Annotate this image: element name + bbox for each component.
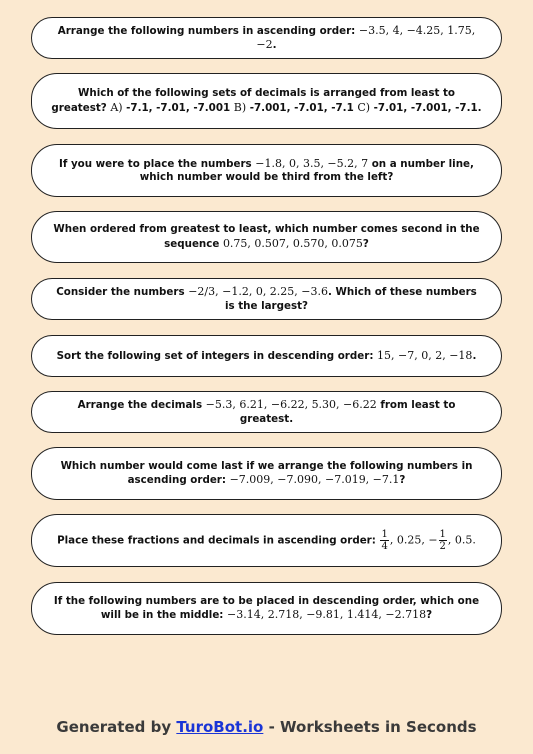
question-text: Which of the following sets of decimals is arranged from least to greatest? (51, 87, 455, 114)
question-text: Which number would come last if we arrange the following numbers in ascending order: (60, 459, 473, 486)
question-9 (31, 514, 502, 567)
question-10 (31, 582, 502, 635)
question-2 (31, 73, 502, 129)
math-expression: −3.5, 4, −4.25, 1.75, −2 (256, 23, 476, 51)
question-1 (31, 17, 502, 59)
question-8 (31, 447, 502, 500)
math-expression: −2/3, −1.2, 0, 2.25, −3.6 (188, 285, 329, 299)
fraction-numerator: 1 (381, 529, 388, 540)
math-expression: −5.3, 6.21, −6.22, 5.30, −6.22 (205, 398, 377, 412)
turobot-link[interactable]: TuroBot.io (176, 718, 264, 736)
math-expression: 0.75, 0.507, 0.570, 0.075 (222, 236, 363, 250)
option-text-b: -7.001, -7.01, -7.1 (246, 101, 358, 114)
math-expression: 15, −7, 0, 2, −18 (377, 348, 473, 362)
question-6 (31, 335, 502, 377)
fraction-one-quarter (380, 529, 388, 552)
question-text: Arrange the following numbers in ascending order: (57, 24, 359, 37)
option-label-a: A) (110, 100, 123, 114)
question-text: . (272, 39, 277, 51)
question-text: If the following numbers are to be placed in descending order, which one will be in the middle: (53, 594, 480, 621)
math-expression: −1.8, 0, 3.5, −5.2, 7 (255, 156, 369, 170)
question-text: If you were to place the numbers (59, 157, 256, 170)
question-text: . Which of these numbers is the largest? (225, 286, 477, 312)
question-text: Sort the following set of integers in descending order: (56, 349, 378, 362)
question-text: When ordered from greatest to least, which number comes second in the sequence (53, 223, 480, 250)
option-label-c: C) (357, 100, 371, 114)
question-text: Consider the numbers (56, 286, 189, 299)
question-text: . (472, 349, 477, 362)
math-expression: −3.14, 2.718, −9.81, 1.414, −2.718 (227, 608, 427, 621)
question-5 (31, 278, 502, 320)
fraction-denominator: 4 (381, 541, 388, 552)
footer-prefix: Generated by (56, 718, 177, 736)
question-text: from least to greatest. (239, 399, 456, 425)
option-text-c: -7.01, -7.001, -7.1. (370, 101, 482, 114)
question-text: ? (426, 609, 433, 621)
math-expression: , 0.5. (447, 533, 476, 547)
question-text: ? (399, 474, 406, 486)
question-text: on a number line, which number would be third from the left? (139, 157, 474, 183)
fraction-numerator: 1 (439, 529, 446, 540)
math-expression: , 0.25, − (389, 533, 438, 547)
fraction-denominator: 2 (439, 541, 446, 552)
option-text-a: -7.1, -7.01, -7.001 (122, 101, 234, 114)
question-7 (31, 391, 502, 433)
option-label-b: B) (233, 100, 247, 114)
footer-suffix: - Worksheets in Seconds (263, 718, 477, 736)
question-text: Arrange the decimals (77, 399, 206, 412)
question-text: ? (362, 237, 369, 250)
question-4 (31, 211, 502, 263)
fraction-one-half (439, 529, 447, 552)
question-3 (31, 144, 502, 197)
footer (0, 718, 533, 736)
math-expression: −7.009, −7.090, −7.019, −7.1 (229, 473, 400, 486)
question-text: Place these fractions and decimals in ascending order: (57, 534, 380, 547)
